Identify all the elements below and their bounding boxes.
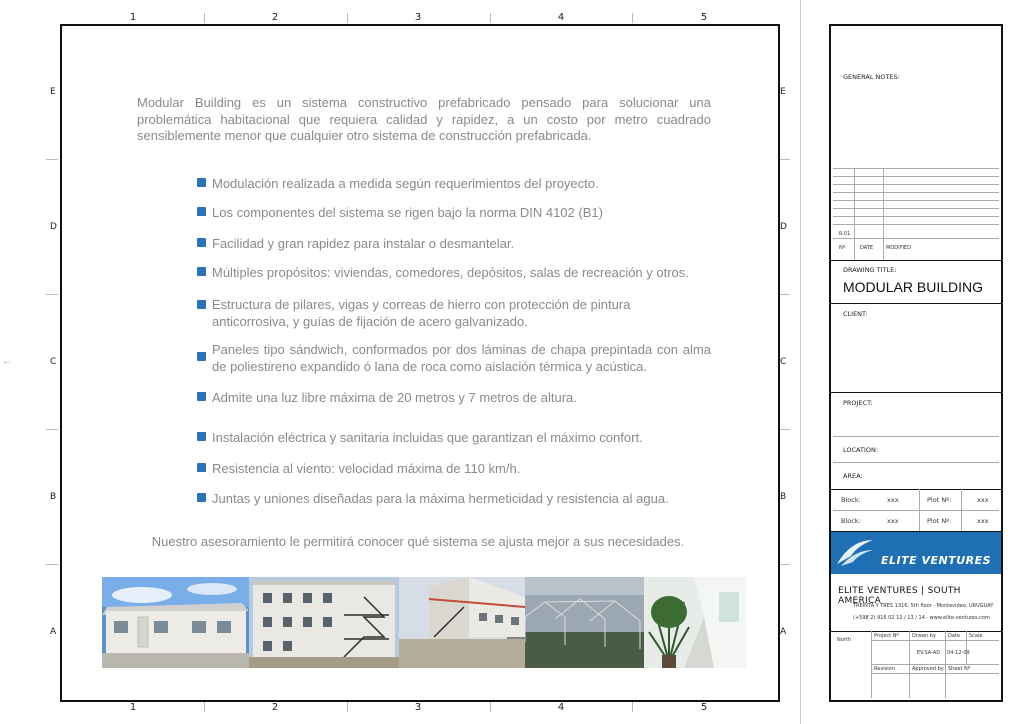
ruler-row-c: C [780,357,787,367]
block-value: xxx [887,496,899,504]
photo-modular-office [102,577,249,668]
bullet-square-icon [197,267,206,276]
drawn-by-label: Drawn by [912,633,936,639]
revision-label: R.01 [839,231,851,237]
ruler-col-5: 5 [700,12,708,23]
ruler-row-e: E [50,87,56,97]
photo-gable-building [399,577,525,668]
date-label: Date [948,633,960,639]
ruler-row-d: D [780,222,787,232]
company-name: ELITE VENTURES | SOUTH AMERICA [838,586,961,606]
wings-logo-icon [835,536,875,570]
rev-col-no: Nº [839,245,846,251]
feature-item [197,390,717,407]
revision-footer-label: Revision [874,666,895,672]
feature-text: Juntas y uniones diseñadas para la máxima hermeticidad y resistencia al agua. [212,491,669,506]
location-label: LOCATION: [843,446,879,454]
feature-item [197,461,717,478]
rev-col-modified: MODIFIED [886,245,911,251]
sheet-no-label: Sheet Nº [948,666,971,672]
bullet-square-icon [197,493,206,502]
date-value: 04-12-09 [947,650,970,656]
scale-label: Scale [969,633,983,639]
feature-text: Paneles tipo sándwich, conformados por dos láminas de chapa prepintada con alma de poliestireno expandido ó lana de roca como aislación térmica y acústica. [212,342,711,374]
feature-text: Facilidad y gran rapidez para instalar o desmantelar. [212,236,515,251]
logo-wordmark: ELITE VENTURES [881,554,992,567]
plot-label: Plot Nº: [927,517,952,525]
feature-item [197,176,717,193]
feature-item [197,265,727,282]
sheet-edge-line [800,0,801,724]
feature-item [197,342,711,375]
drawing-title-label: DRAWING TITLE: [843,266,897,274]
general-notes-label: GENERAL NOTES: [843,73,900,81]
ruler-col-3: 3 [414,12,422,23]
ruler-col-2: 2 [271,12,279,23]
project-label: PROJECT: [843,399,873,407]
ruler-row-a: A [50,627,57,637]
area-label: AREA: [843,472,863,480]
ruler-col-2: 2 [271,702,279,713]
photo-interior-corridor [644,577,746,668]
ruler-row-e: E [780,87,786,97]
closing-statement: Nuestro asesoramiento le permitirá conocer qué sistema se ajusta mejor a sus necesidades. [151,534,685,549]
ruler-row-a: A [780,627,787,637]
feature-item [197,430,717,447]
feature-item [197,297,667,330]
bullet-square-icon [197,207,206,216]
ruler-row-b: B [780,492,787,502]
feature-text: Instalación eléctrica y sanitaria incluidas que garantizan el máximo confort. [212,430,643,445]
block-label: Block: [841,496,861,504]
photo-steel-structure [525,577,644,668]
feature-text: Modulación realizada a medida según requerimientos del proyecto. [212,176,599,191]
feature-item [197,491,717,508]
feature-item [197,236,717,253]
bullet-square-icon [197,463,206,472]
feature-text: Resistencia al viento: velocidad máxima de 110 km/h. [212,461,521,476]
company-logo [831,532,1001,574]
bullet-square-icon [197,238,206,247]
bullet-square-icon [197,352,206,361]
bullet-square-icon [197,432,206,441]
ruler-row-b: B [50,492,57,502]
plot-value: xxx [977,496,989,504]
north-label: North [837,637,851,643]
bullet-square-icon [197,178,206,187]
company-contact: (+598 2) 916 02 12 / 13 / 14 · www.elite-ventures.com [853,615,990,621]
ruler-row-d: D [50,222,57,232]
bullet-square-icon [197,300,206,309]
drawn-by-value: EV.SA-AD [917,650,941,656]
project-no-label: Project Nº [874,633,899,639]
rev-col-date: DATE [860,245,874,251]
company-address: TREINTA Y TRES 1316, 5th floor · Montevideo, URUGUAY [853,603,994,609]
ruler-row-c: C [50,357,57,367]
intro-paragraph: Modular Building es un sistema constructivo prefabricado pensado para solucionar una problemática habitacional que requiera calidad y rapidez, a un costo por metro cuadrado sensiblemente menor que cualquier otro sistema de construcción prefabricada. [137,95,711,143]
feature-text: Estructura de pilares, vigas y correas de hierro con protección de pintura anticorrosiva, y guías de fijación de acero galvanizado. [212,297,631,329]
ruler-col-1: 1 [129,702,137,713]
approved-by-label: Approved by [912,666,944,672]
arrow-left-icon: ← [2,356,12,367]
ruler-col-3: 3 [414,702,422,713]
photo-two-storey-building [249,577,399,668]
plot-value: xxx [977,517,989,525]
client-label: CLIENT: [843,310,868,318]
feature-text: Múltiples propósitos: viviendas, comedores, depósitos, salas de recreación y otros. [212,265,689,280]
drawing-title: MODULAR BUILDING [843,279,984,295]
title-block [829,24,1003,702]
feature-item [197,205,717,222]
plot-label: Plot Nº: [927,496,952,504]
ruler-col-4: 4 [557,702,565,713]
ruler-col-4: 4 [557,12,565,23]
feature-text: Admite una luz libre máxima de 20 metros y 7 metros de altura. [212,390,577,405]
feature-text: Los componentes del sistema se rigen bajo la norma DIN 4102 (B1) [212,205,603,220]
bullet-square-icon [197,392,206,401]
block-label: Block: [841,517,861,525]
ruler-col-1: 1 [129,12,137,23]
ruler-col-5: 5 [700,702,708,713]
block-value: xxx [887,517,899,525]
